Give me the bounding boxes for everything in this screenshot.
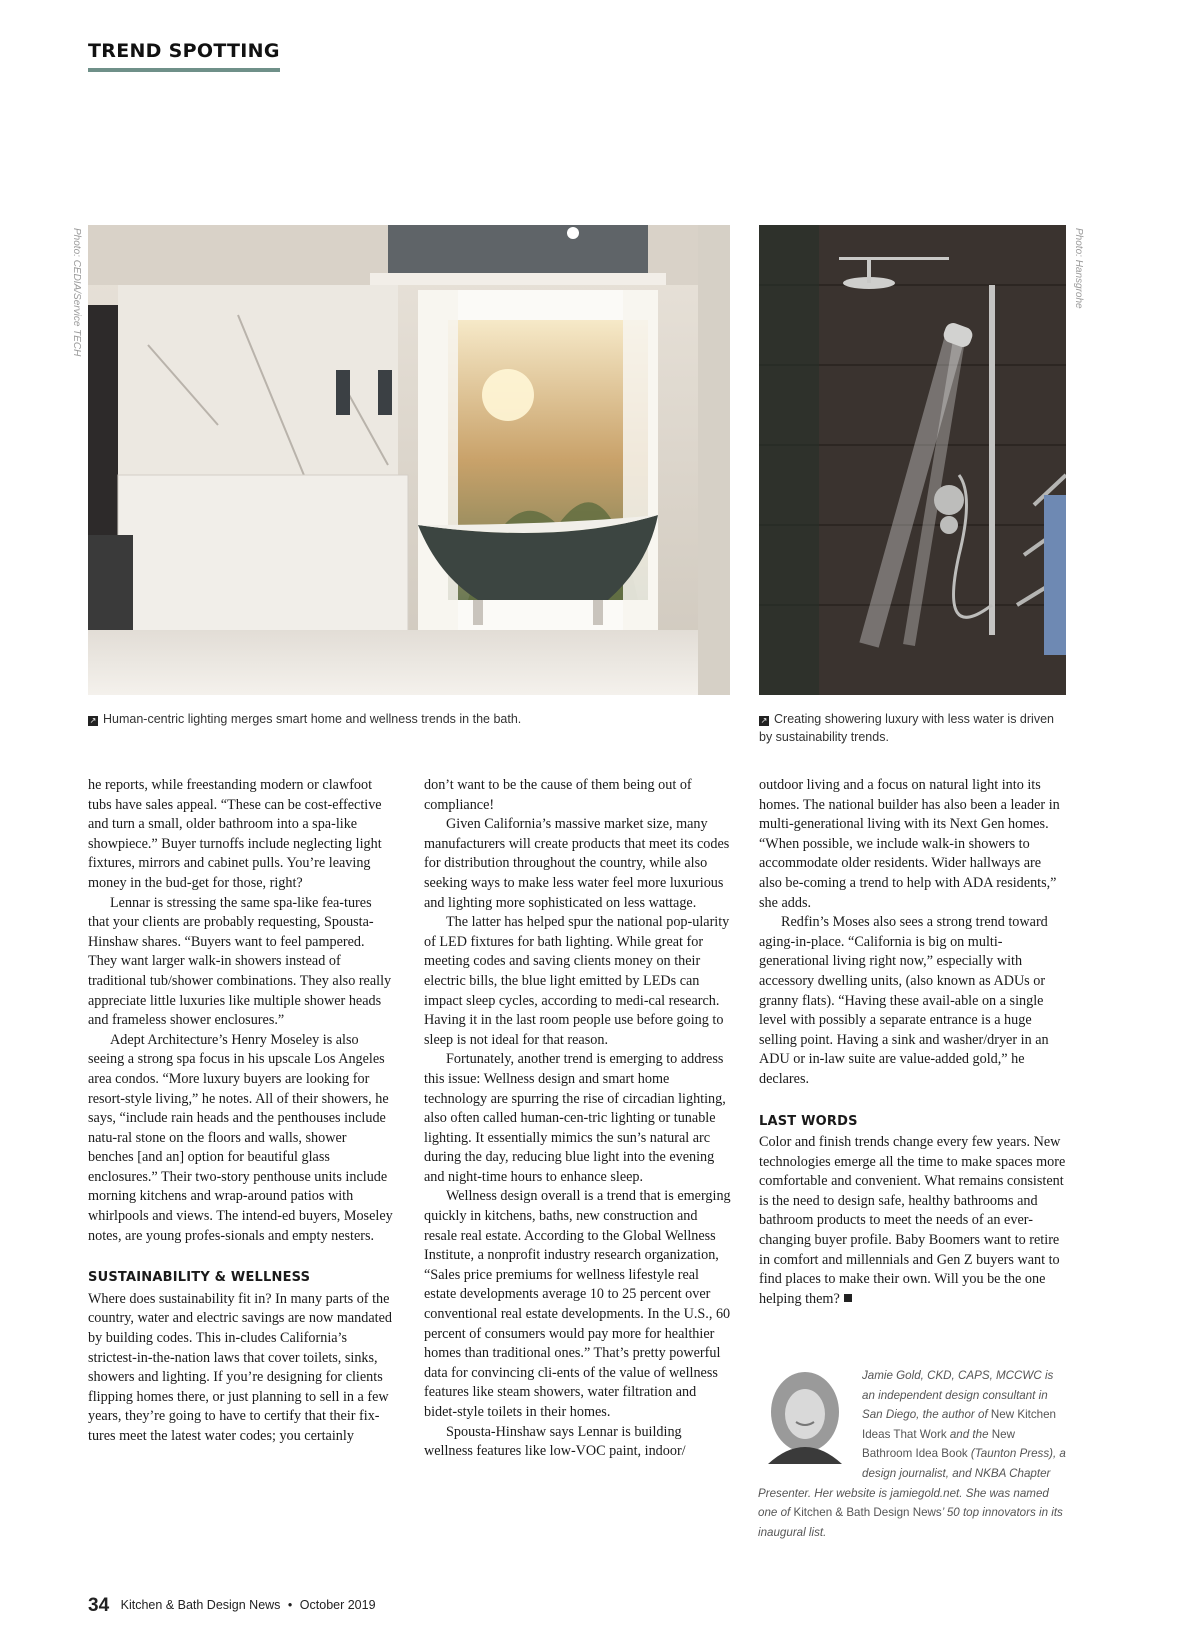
page-footer [88,1595,376,1617]
caption-arrow-icon: ↗ [89,716,97,725]
article-column-2 [424,776,731,1462]
end-mark-icon [844,1294,852,1302]
paragraph: Wellness design overall is a trend that is emerging quickly in kitchens, baths, new construction and resale real estate. According to the Global Wellness Institute, a nonprofit industry research organization, “Sales price premiums for wellness lifestyle real estate developments average 10 to 25 percent over conventional real estate developments. In the U.S., 60 percent of consumers would pay more for healthier homes than traditional ones.” That’s pretty powerful data for convincing cli-ents of the value of wellness features like steam showers, water filtration and bidet-style toilets in their homes. [424,1188,731,1420]
paragraph: don’t want to be the cause of them being out of compliance! [424,777,692,813]
photo-credit-right: Photo: Hansgrohe [1073,228,1084,309]
section-tag: TREND SPOTTING [88,40,280,72]
footer-separator: • [287,1598,293,1612]
article-column-1 [88,776,395,1447]
author-portrait [758,1368,852,1464]
paragraph: Adept Architecture’s Henry Moseley is also seeing a strong spa focus in his upscale Los Angeles area condos. “More luxury buyers are looking for resort-style living,” he notes. All of their showers, he says, “include rain heads and the penthouses include natu-ral stone on the floors and walls, shower benches [and an] option for beautiful glass enclosures.” Their two-story penthouse units include morning kitchens and wrap-around patios with whirlpools and views. The intend-ed buyers, Moseley notes, are young profes-sionals and empty nesters. [88,1031,393,1244]
article-column-3 [759,776,1066,1309]
paragraph: Redfin’s Moses also sees a strong trend toward aging-in-place. “California is big on multi-generational living right now,” especially with accessory dwelling units, (also known as ADUs or granny flats). “Having these avail-able on a single level with possibly a separate entrance is a huge selling point. Having a sink and washer/dryer in an ADU or in-law suite are value-added gold,” he declares. [759,914,1049,1087]
bathroom-photo [88,225,730,695]
paragraph: he reports, while freestanding modern or clawfoot tubs have sales appeal. “These can be cost-effective and turn a small, older bathroom into a spa-like showpiece.” Buyer turnoffs include neglecting light fixtures, mirrors and cabinet pulls. You’re leaving money in the bud-get for those, right? [88,777,382,891]
shower-photo [759,225,1066,695]
paragraph: outdoor living and a focus on natural light into its homes. The national builder has also been a leader in multi-generational living with its Next Gen homes. “When possible, we include walk-in showers to accommodate older residents. Wider hallways are also be-coming a trend to help with ADA residents,” she adds. [759,777,1060,911]
author-bio: Jamie Gold, CKD, CAPS, MCCWC is an independent design consultant in San Diego, the author of New Kitchen Ideas That Work and the New Bathroom Idea Book (Taunton Press), a design journalist, and NKBA Chapter Presenter. Her website is jamiegold.net. She was named one of Kitchen & Bath Design News’ 50 top innovators in its inaugural list. [758,1369,1066,1539]
paragraph: Lennar is stressing the same spa-like fea-tures that your clients are probably requesting, Spousta-Hinshaw shares. “Buyers want to feel pampered. They want larger walk-in showers instead of traditional tub/shower combinations. They also really appreciate little luxuries like multiple shower heads and frameless shower enclosures.” [88,894,392,1029]
page-number: 34 [88,1595,110,1616]
paragraph: Color and finish trends change every few years. New technologies emerge all the time to make spaces more comfortable and convenient. What remains consistent is the need to design safe, healthy bathrooms and bathroom products to meet the needs of an ever-changing buyer profile. Baby Boomers want to retire in comfort and millennials and Gen Z buyers want to find places to make their own. Will you be the one helping them? [759,1134,1066,1307]
paragraph: Fortunately, another trend is emerging to address this issue: Wellness design and smart home technology are spurring the rise of circadian lighting, also often called human-cen-tric lighting or tunable lighting. It essentially mimics the sun’s natural arc during the day, reducing blue light into the evening and night-time hours to enhance sleep. [424,1051,726,1185]
paragraph: Spousta-Hinshaw says Lennar is building wellness features like low-VOC paint, indoor/ [424,1423,686,1460]
paragraph: Where does sustainability fit in? In many parts of the country, water and electric savings are now mandated by building codes. This in-cludes California’s strictest-in-the-nation laws that cover toilets, sinks, showers and lighting. If you’re designing for clients flipping homes there, or just planning to sell in a few years, they’re going to have to certify that their fix-tures meet the latest water codes; you certainly [88,1290,392,1444]
subheading-last-words: LAST WORDS [759,1113,858,1129]
caption-arrow-icon: ↗ [760,716,768,725]
caption-left: ↗ Human-centric lighting merges smart home and wellness trends in the bath. [89,712,522,726]
caption-right: ↗ Creating showering luxury with less water is driven by sustainability trends. [759,712,1054,744]
paragraph: The latter has helped spur the national pop-ularity of LED fixtures for bath lighting. While great for meeting codes and saving clients money on their electric bills, the blue light emitted by LEDs can impact sleep cycles, according to medi-cal research. Having it in the last room people use before going to sleep is not ideal for that reason. [424,914,730,1048]
photo-credit-left: Photo: CEDIA/Service TECH [71,228,82,357]
paragraph: Given California’s massive market size, many manufacturers will create products that meet its codes for distribution throughout the country, while also seeking ways to make less water feel more luxurious and lighting more sophisticated on less wattage. [424,816,730,911]
subheading-sustainability: SUSTAINABILITY & WELLNESS [88,1270,311,1286]
issue-date: October 2019 [299,1598,376,1612]
publication-name: Kitchen & Bath Design News [120,1598,281,1612]
